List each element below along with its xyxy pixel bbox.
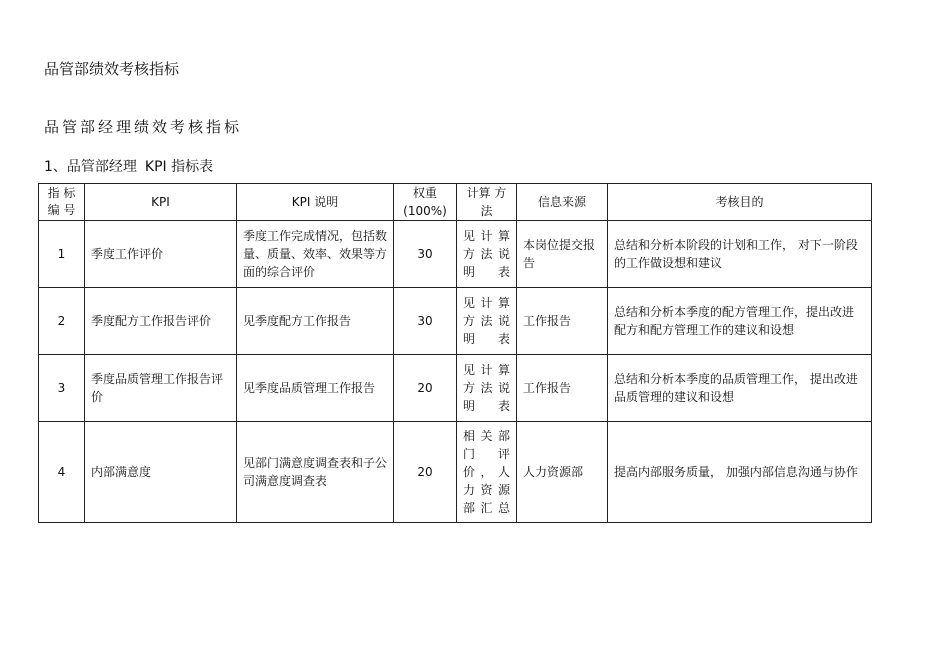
cell-goal: 提高内部服务质量， 加强内部信息沟通与协作 [608,422,872,523]
table-row [39,355,872,422]
cell-desc: 见部门满意度调查表和子公司满意度调查表 [237,422,394,523]
cell-kpi: 季度品质管理工作报告评价 [85,355,237,422]
document-title: 品管部绩效考核指标 [44,60,180,78]
cell-weight: 30 [394,221,457,288]
table-row [39,288,872,355]
subsection-suffix: KPI 指标表 [144,159,214,175]
cell-source: 人力资源部 [517,422,608,523]
cell-source: 本岗位提交报告 [517,221,608,288]
cell-goal: 总结和分析本季度的配方管理工作，提出改进配方和配方管理工作的建议和设想 [608,288,872,355]
header-num: 指 标 编 号 [39,184,85,221]
cell-source: 工作报告 [517,355,608,422]
header-source: 信息来源 [517,184,608,221]
cell-num: 4 [39,422,85,523]
header-weight: 权重 (100%) [394,184,457,221]
cell-desc: 见季度配方工作报告 [237,288,394,355]
cell-method: 见计算方法说明表 [457,355,517,422]
kpi-table [38,183,872,523]
cell-num: 2 [39,288,85,355]
cell-num: 3 [39,355,85,422]
cell-method: 相关部门评价，人力资源部汇总 [457,422,517,523]
cell-weight: 30 [394,288,457,355]
header-method: 计算 方法 [457,184,517,221]
header-goal: 考核目的 [608,184,872,221]
cell-kpi: 季度配方工作报告评价 [85,288,237,355]
cell-weight: 20 [394,422,457,523]
cell-goal: 总结和分析本季度的品质管理工作， 提出改进品质管理的建议和设想 [608,355,872,422]
subsection-title [44,156,213,176]
cell-source: 工作报告 [517,288,608,355]
header-desc: KPI 说明 [237,184,394,221]
cell-method: 见计算方法说明表 [457,288,517,355]
table-header-row [39,184,872,221]
cell-kpi: 内部满意度 [85,422,237,523]
header-kpi: KPI [85,184,237,221]
cell-goal: 总结和分析本阶段的计划和工作， 对下一阶段的工作做设想和建议 [608,221,872,288]
section-title: 品管部经理绩效考核指标 [44,118,243,136]
cell-kpi: 季度工作评价 [85,221,237,288]
cell-weight: 20 [394,355,457,422]
subsection-prefix: 1、品管部经理 [44,159,137,175]
table-row [39,221,872,288]
cell-num: 1 [39,221,85,288]
cell-desc: 见季度品质管理工作报告 [237,355,394,422]
cell-desc: 季度工作完成情况，包括数量、质量、效率、效果等方面的综合评价 [237,221,394,288]
cell-method: 见计算方法说明表 [457,221,517,288]
table-row [39,422,872,523]
